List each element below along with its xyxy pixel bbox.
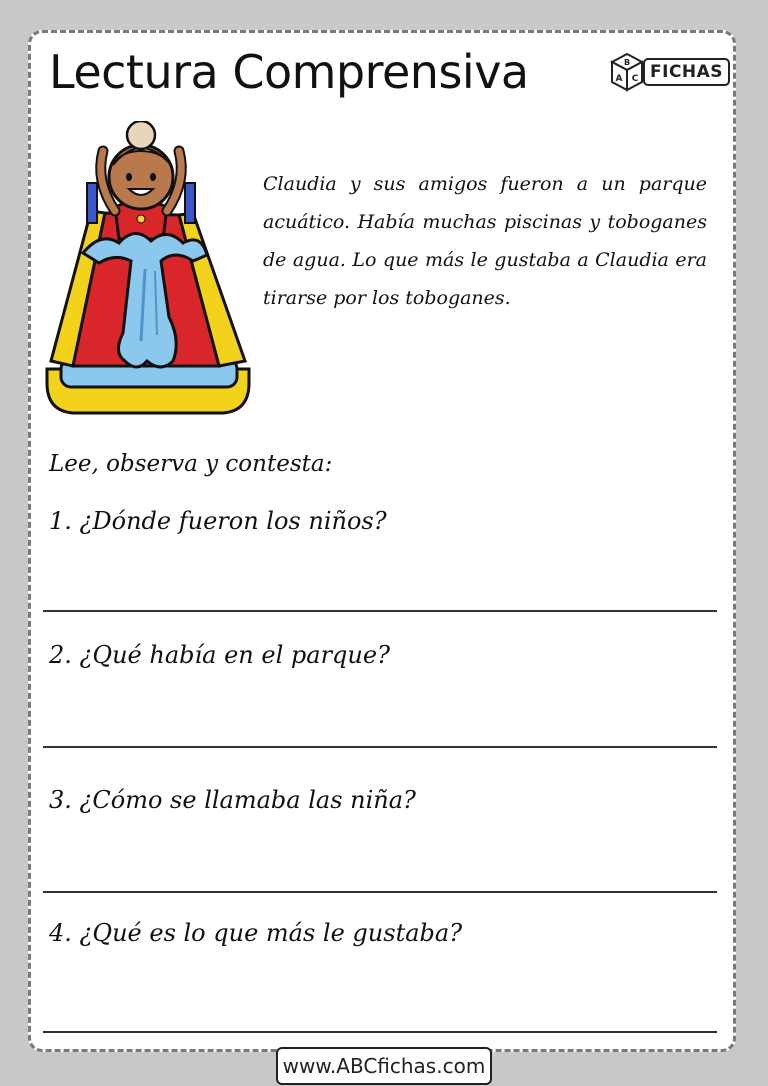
logo-cube-letter-right: C bbox=[631, 74, 639, 84]
question-1: 1. ¿Dónde fueron los niños? bbox=[49, 507, 387, 535]
logo-cube-letter-left: A bbox=[615, 74, 623, 84]
abc-fichas-logo bbox=[609, 51, 730, 93]
question-4: 4. ¿Qué es lo que más le gustaba? bbox=[49, 919, 463, 947]
answer-line-2[interactable] bbox=[43, 746, 717, 748]
question-2: 2. ¿Qué había en el parque? bbox=[49, 641, 390, 669]
question-3: 3. ¿Cómo se llamaba las niña? bbox=[49, 786, 416, 814]
logo-cube-letter-top: B bbox=[623, 58, 631, 67]
worksheet bbox=[28, 30, 736, 1052]
answer-line-3[interactable] bbox=[43, 891, 717, 893]
answer-line-1[interactable] bbox=[43, 610, 717, 612]
answer-line-4[interactable] bbox=[43, 1031, 717, 1033]
logo-text: FICHAS bbox=[643, 58, 730, 86]
instruction-text: Lee, observa y contesta: bbox=[49, 451, 333, 477]
page-title: Lectura Comprensiva bbox=[49, 45, 529, 99]
story-paragraph: Claudia y sus amigos fueron a un parque acuático. Había muchas piscinas y toboganes de agua. Lo que más le gustaba a Claudia era tirarse por los toboganes. bbox=[263, 173, 707, 309]
website-url[interactable]: www.ABCfichas.com bbox=[276, 1047, 492, 1085]
girl-on-water-slide-illustration bbox=[43, 121, 253, 421]
abc-blocks-icon bbox=[609, 51, 645, 93]
